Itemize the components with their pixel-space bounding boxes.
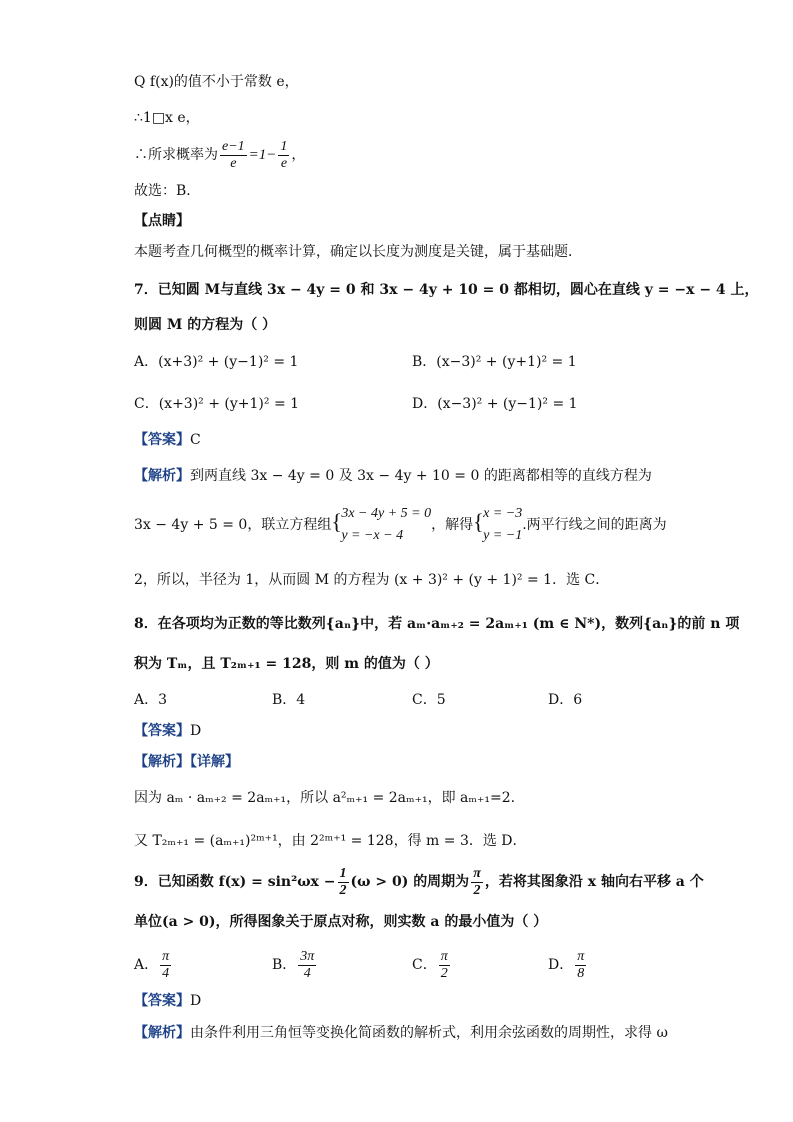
option-d: [548, 946, 588, 984]
analysis-line: [134, 752, 239, 772]
answer-value: D: [190, 993, 202, 1009]
analysis-tag: 【解析】: [134, 468, 190, 484]
text-fragment: ，: [291, 147, 306, 163]
fraction-numerator: π: [473, 865, 481, 881]
option-a: A．3: [134, 692, 168, 708]
analysis-line: 因为 aₘ · aₘ₊₂ = 2aₘ₊₁，所以 a²ₘ₊₁ = 2aₘ₊₁，即 aₘ₊₁=2.: [134, 790, 516, 806]
fraction: [160, 949, 171, 982]
equation: y = −x − 4: [341, 528, 404, 543]
option-b: B．(x−3)² + (y+1)² = 1: [412, 354, 577, 370]
option-d: D．(x−3)² + (y−1)² = 1: [412, 396, 578, 412]
analysis-line: [134, 466, 652, 486]
fraction: [471, 866, 483, 899]
fraction-numerator: 1: [280, 138, 288, 154]
answer-tag: 【答案】: [134, 993, 190, 1009]
question-stem: [134, 862, 704, 902]
text-line: [134, 136, 305, 174]
option-c: C．(x+3)² + (y+1)² = 1: [134, 396, 300, 412]
answer-line: [134, 721, 201, 741]
fraction-numerator: π: [440, 948, 448, 964]
fraction-numerator: π: [162, 948, 170, 964]
answer-line: [134, 991, 201, 1011]
equation: y = −1: [483, 528, 523, 543]
fraction-denominator: 8: [577, 965, 585, 981]
equation: { 3x − 4y + 5 = 0: [341, 506, 432, 521]
option-c: C．5: [412, 692, 446, 708]
answer-tag: 【答案】: [134, 432, 190, 448]
equation: { x = −3: [483, 506, 523, 521]
text-fragment: ，若将其图象沿 x 轴向右平移 a 个: [484, 874, 704, 890]
text-line: Q f(x)的值不小于常数 e，: [134, 74, 299, 90]
fraction-denominator: 2: [440, 965, 448, 981]
option-c: [412, 946, 452, 984]
equation-system: [473, 503, 522, 547]
fraction-denominator: e: [230, 155, 237, 171]
answer-value: D: [190, 723, 202, 739]
question-stem: 则圆 M 的方程为（ ）: [134, 317, 277, 333]
question-stem: 积为 Tₘ，且 T₂ₘ₊₁ = 128，则 m 的值为（ ）: [134, 656, 439, 672]
answer-value: C: [190, 432, 201, 448]
analysis-tag: 【解析】【详解】: [134, 754, 239, 770]
fraction-numerator: e−1: [222, 138, 245, 154]
fraction-numerator: 1: [339, 865, 347, 881]
math-fragment: =1−: [248, 147, 277, 163]
fraction-numerator: 3π: [300, 948, 315, 964]
option-b: B．4: [272, 692, 306, 708]
text-line: 本题考查几何概型的概率计算，确定以长度为测度是关键，属于基础题．: [134, 244, 582, 260]
fraction: [220, 139, 247, 172]
fraction-denominator: 2: [339, 882, 347, 898]
text-line: ∴1□x e，: [134, 110, 200, 126]
fraction-denominator: 4: [162, 965, 170, 981]
fraction-denominator: 2: [473, 882, 481, 898]
fraction-denominator: 4: [303, 965, 311, 981]
analysis-line: 2，所以，半径为 1，从而圆 M 的方程为 (x + 3)² + (y + 1)² = 1．选 C．: [134, 572, 610, 588]
option-b: [272, 946, 318, 984]
text-fragment: 9．已知函数 f(x) = sin²ωx −: [134, 874, 336, 890]
fraction-numerator: π: [577, 948, 585, 964]
option-label: A．: [134, 957, 159, 973]
text-fragment: 3x − 4y + 5 = 0，联立方程组: [134, 517, 332, 533]
question-stem: 单位(a > 0)，所得图象关于原点对称，则实数 a 的最小值为（ ）: [134, 914, 548, 930]
option-d: D．6: [548, 692, 583, 708]
fraction: [298, 949, 316, 982]
option-label: C．: [412, 957, 437, 973]
answer-tag: 【答案】: [134, 723, 190, 739]
text-line: 故选：B．: [134, 183, 201, 199]
analysis-text: 到两直线 3x − 4y = 0 及 3x − 4y + 10 = 0 的距离都相等的直线方程为: [190, 468, 652, 484]
answer-line: [134, 430, 201, 450]
option-a: A．(x+3)² + (y−1)² = 1: [134, 354, 299, 370]
fraction-denominator: e: [280, 155, 288, 171]
text-fragment: ∴所求概率为: [134, 147, 218, 163]
fraction: [278, 139, 289, 172]
equation-system: [331, 503, 431, 547]
option-a: [134, 946, 173, 984]
analysis-tag: 【解析】: [134, 1025, 190, 1041]
option-label: B．: [272, 957, 297, 973]
text-fragment: (ω > 0) 的周期为: [350, 874, 470, 890]
analysis-text: 由条件利用三角恒等变换化简函数的解析式，利用余弦函数的周期性，求得 ω: [190, 1025, 668, 1041]
question-stem: 8．在各项均为正数的等比数列{aₙ}中，若 aₘ·aₘ₊₂ = 2aₘ₊₁ (m ∈ N*)，数列{aₙ}的前 n 项: [134, 616, 740, 632]
analysis-line: [134, 503, 667, 547]
text-fragment: ，解得: [431, 517, 474, 533]
section-tag: 【点睛】: [134, 213, 190, 229]
fraction: [338, 866, 349, 899]
option-label: D．: [548, 957, 574, 973]
analysis-line: [134, 1023, 668, 1043]
analysis-line: 又 T₂ₘ₊₁ = (aₘ₊₁)²ᵐ⁺¹，由 2²ᵐ⁺¹ = 128，得 m = 3．选 D．: [134, 833, 527, 849]
fraction: [575, 949, 586, 982]
question-stem: 7．已知圆 M与直线 3x − 4y = 0 和 3x − 4y + 10 = 0 都相切，圆心在直线 y = −x − 4 上，: [134, 282, 759, 298]
fraction: [439, 949, 450, 982]
text-fragment: .两平行线之间的距离为: [522, 517, 667, 533]
